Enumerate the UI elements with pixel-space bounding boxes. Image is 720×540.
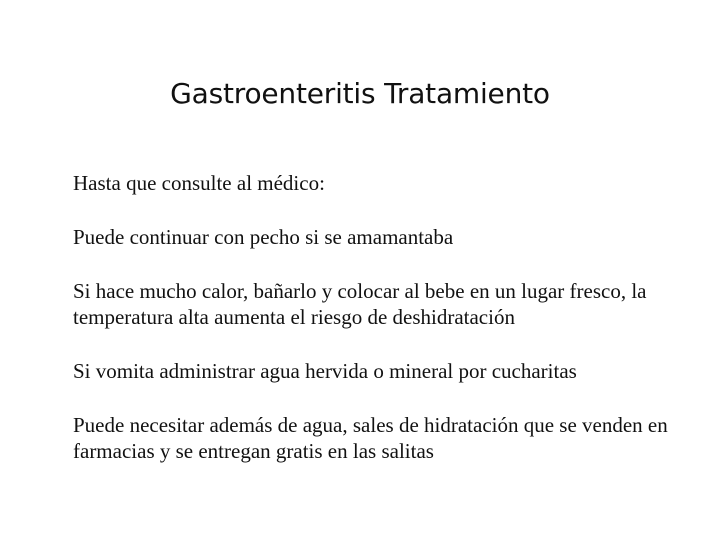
paragraph-consult-doctor: Hasta que consulte al médico: (73, 171, 325, 195)
paragraph-breastfeeding: Puede continuar con pecho si se amamantaba (73, 225, 454, 249)
paragraph-heat: Si hace mucho calor, bañarlo y colocar al bebe en un lugar fresco, la temperatura alta aumenta el riesgo de deshidratación (73, 279, 647, 329)
paragraph-hydration-salts: Puede necesitar además de agua, sales de hidratación que se venden en farmacias y se entregan gratis en las salitas (73, 413, 668, 463)
slide-title: Gastroenteritis Tratamiento (170, 77, 550, 110)
slide-body (73, 170, 693, 464)
paragraph-vomiting: Si vomita administrar agua hervida o mineral por cucharitas (73, 359, 577, 383)
